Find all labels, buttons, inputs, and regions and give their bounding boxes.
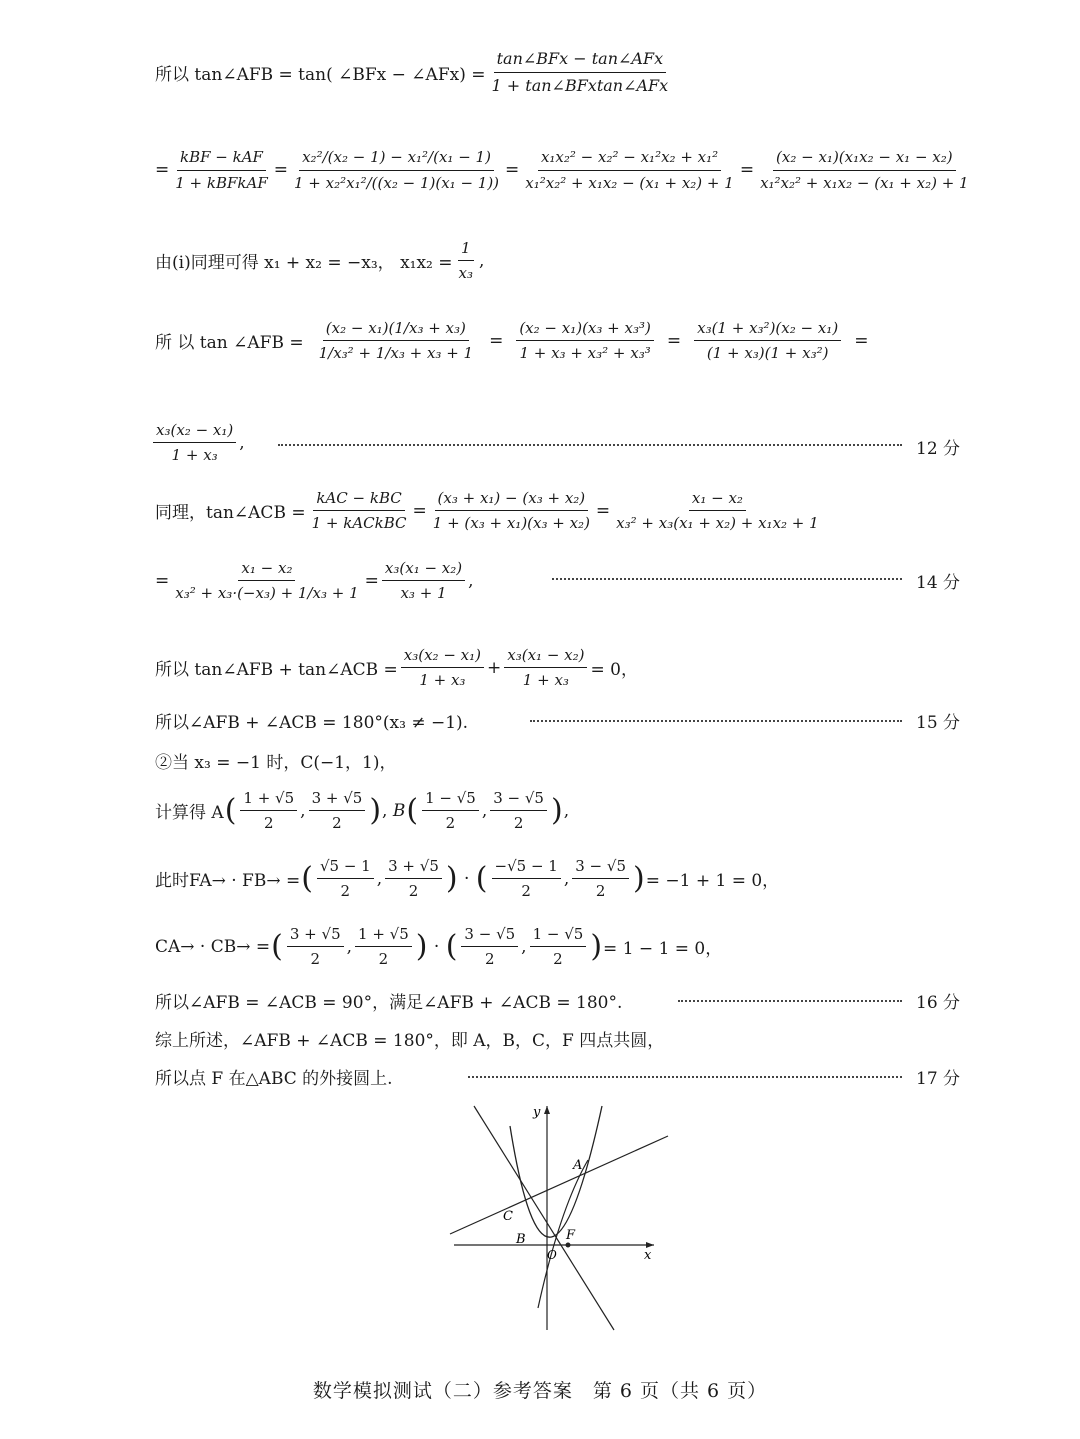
dots-12	[278, 444, 902, 446]
l6-frac-c: $\frac{\text{x₁ − x₂}}{\text{x₃² + x₃(x₁ + x₂) + x₁x₂ + 1}}$	[616, 489, 819, 533]
line-2: = $\frac{\text{kBF − kAF}}{\text{1 + kBFkAF}}$ = $\frac{\text{x₂²/(x₂ − 1) − x₁²/(x₁ − 1)}}{\text{1 + x₂²x₁²/((x₂ − 1)(x₁ − 1))}}$ = $\frac{\text{x₁x₂² − x₂² − x₁²x₂ + x₁²}}{\text{x₁²x₂² + x₁x₂ − (x₁ + x₂) + 1}}$ = $\frac{\text{(x₂ − x₁)(x₁x₂ − x₁ − x₂)}}{\text{x₁²x₂² + x₁x₂ − (x₁ + x₂) + 1}}$	[155, 120, 1080, 220]
l7-frac-b: $\frac{\text{x₃(x₁ − x₂)}}{\text{x₃ + 1}}$	[382, 558, 465, 604]
l6-frac-b: $\frac{\text{(x₃ + x₁) − (x₃ + x₂)}}{\text{1 + (x₃ + x₁)(x₃ + x₂)}}$	[432, 489, 590, 533]
l11-b1: $\frac{1 - √5}{2}$	[422, 788, 479, 834]
tangent-b	[474, 1106, 614, 1330]
l13-b2: $\frac{1 - √5}{2}$	[530, 924, 587, 970]
l5-fraction: $\frac{\text{x₃(x₂ − x₁)}}{\text{1 + x₃}}$	[153, 420, 236, 466]
l13-a1: $\frac{3 + √5}{2}$	[287, 924, 344, 970]
line-1	[155, 48, 1080, 96]
line-4: 所 以 tan ∠AFB = $\frac{\text{(x₂ − x₁)(1/x₃ + x₃)}}{\text{1/x₃² + 1/x₃ + x₃ + 1}}$ = $\frac{\text{(x₂ − x₁)(x₃ + x₃³)}}{\text{1 + x₃ + x₃² + x₃³}}$ = $\frac{\text{x₃(1 + x₃²)(x₂ − x₁)}}{\text{(1 + x₃)(1 + x₃²)}}$ =	[155, 319, 869, 363]
label-c: C	[503, 1209, 513, 1224]
line-8: 所以 tan∠AFB + tan∠ACB = $\frac{\text{x₃(x₂ − x₁)}}{\text{1 + x₃}}$ + $\frac{\text{x₃(x₁ − x₂)}}{\text{1 + x₃}}$ = 0，	[155, 646, 638, 690]
label-a: A	[573, 1158, 583, 1173]
line-12: 此时FA→ · FB→ = ( $\frac{√5 - 1}{2}$ , $\frac{3 + √5}{2}$ ) · ( $\frac{-√5 - 1}{2}$ , $\frac{3 - √5}{2}$ ) = −1 + 1 = 0，	[155, 857, 780, 901]
line-15: 综上所述，∠AFB + ∠ACB = 180°，即 A，B，C，F 四点共圆，	[155, 1031, 665, 1051]
l8-frac-a: $\frac{\text{x₃(x₂ − x₁)}}{\text{1 + x₃}}$	[401, 645, 484, 691]
l6-frac-a: $\frac{\text{kAC − kBC}}{\text{1 + kACkBC}}$	[311, 489, 407, 533]
y-axis-arrow	[544, 1106, 550, 1114]
l8-frac-b: $\frac{\text{x₃(x₁ − x₂)}}{\text{1 + x₃}}$	[504, 645, 587, 691]
score-17: 17 分	[916, 1069, 961, 1089]
line-5: $\frac{\text{x₃(x₂ − x₁)}}{\text{1 + x₃}}$ ,	[150, 420, 1080, 466]
l2-frac-d: $\frac{\text{(x₂ − x₁)(x₁x₂ − x₁ − x₂)}}{\text{x₁²x₂² + x₁x₂ − (x₁ + x₂) + 1}}$	[760, 148, 969, 192]
l4-frac-c: $\frac{\text{x₃(1 + x₃²)(x₂ − x₁)}}{\text{(1 + x₃)(1 + x₃²)}}$	[694, 318, 841, 364]
l1-text: 所以 tan∠AFB = tan( ∠BFx − ∠AFx) =	[155, 64, 486, 85]
l4-frac-a: $\frac{\text{(x₂ − x₁)(1/x₃ + x₃)}}{\text{1/x₃² + 1/x₃ + x₃ + 1}}$	[318, 319, 474, 363]
line-6: 同理，tan∠ACB = $\frac{\text{kAC − kBC}}{\text{1 + kACkBC}}$ = $\frac{\text{(x₃ + x₁) − (x₃ + x₂)}}{\text{1 + (x₃ + x₁)(x₃ + x₂)}}$ = $\frac{\text{x₁ − x₂}}{\text{x₃² + x₃(x₁ + x₂) + x₁x₂ + 1}}$	[155, 488, 1080, 534]
l12-b2: $\frac{3 - √5}{2}$	[572, 856, 629, 902]
dots-16	[678, 1000, 902, 1002]
score-12: 12 分	[916, 439, 961, 459]
l2-frac-b: $\frac{\text{x₂²/(x₂ − 1) − x₁²/(x₁ − 1)}}{\text{1 + x₂²x₁²/((x₂ − 1)(x₁ − 1))}}$	[294, 148, 500, 192]
line-3: 由(i)同理可得 x₁ + x₂ = −x₃， x₁x₂ = $\frac{1}{\text{x₃}}$ ,	[155, 239, 485, 283]
line-11: 计算得 A ( $\frac{1 + √5}{2}$ , $\frac{3 + √5}{2}$ ) , B ( $\frac{1 - √5}{2}$ , $\frac{3 - √5}{2}$ ) ,	[155, 789, 570, 833]
y-label: y	[533, 1105, 541, 1120]
l1-fraction: $\frac{\text{tan∠BFx − tan∠AFx}}{\text{1 + tan∠BFxtan∠AFx}}$	[491, 49, 669, 95]
dots-14	[552, 578, 902, 580]
page-footer: 数学模拟测试（二）参考答案 第 6 页（共 6 页）	[312, 1380, 768, 1402]
label-b: B	[516, 1232, 526, 1247]
l7-frac-a: $\frac{\text{x₁ − x₂}}{\text{x₃² + x₃·(−x₃) + 1/x₃ + 1}}$	[175, 559, 359, 603]
l3-fraction: $\frac{1}{\text{x₃}}$	[458, 239, 474, 283]
line-16: 所以点 F 在△ABC 的外接圆上.	[155, 1069, 393, 1089]
line-10: ②当 x₃ = −1 时，C(−1，1)，	[155, 753, 397, 773]
l12-b1: $\frac{-√5 - 1}{2}$	[492, 856, 561, 902]
tangent-a	[538, 1160, 588, 1308]
line-ab	[450, 1136, 668, 1234]
line-14: 所以∠AFB = ∠ACB = 90°，满足∠AFB + ∠ACB = 180°.	[155, 993, 623, 1013]
label-o: O	[547, 1248, 557, 1262]
score-14: 14 分	[916, 573, 961, 593]
dots-17	[468, 1076, 902, 1078]
l2-frac-a: $\frac{\text{kBF − kAF}}{\text{1 + kBFkAF}}$	[175, 148, 268, 192]
l11-b2: $\frac{3 - √5}{2}$	[490, 788, 547, 834]
score-15: 15 分	[916, 713, 961, 733]
l12-a1: $\frac{√5 - 1}{2}$	[317, 856, 374, 902]
l11-a1: $\frac{1 + √5}{2}$	[240, 788, 297, 834]
parabola-graph	[440, 1098, 680, 1338]
l12-a2: $\frac{3 + √5}{2}$	[385, 856, 442, 902]
focus-dot	[566, 1243, 571, 1248]
l11-a2: $\frac{3 + √5}{2}$	[309, 788, 366, 834]
line-13: CA→ · CB→ = ( $\frac{3 + √5}{2}$ , $\frac{1 + √5}{2}$ ) · ( $\frac{3 - √5}{2}$ , $\frac{1 - √5}{2}$ ) = 1 − 1 = 0，	[155, 925, 723, 969]
line-7: = $\frac{\text{x₁ − x₂}}{\text{x₃² + x₃·(−x₃) + 1/x₃ + 1}}$ = $\frac{\text{x₃(x₁ − x₂)}}{\text{x₃ + 1}}$ ,	[155, 559, 474, 603]
l4-frac-b: $\frac{\text{(x₂ − x₁)(x₃ + x₃³)}}{\text{1 + x₃ + x₃² + x₃³}}$	[516, 318, 654, 364]
line-9: 所以∠AFB + ∠ACB = 180°(x₃ ≠ −1).	[155, 713, 469, 733]
label-f: F	[566, 1228, 576, 1243]
dots-15	[530, 720, 902, 722]
x-label: x	[644, 1248, 652, 1263]
l13-b1: $\frac{3 - √5}{2}$	[461, 924, 518, 970]
l13-a2: $\frac{1 + √5}{2}$	[355, 924, 412, 970]
score-16: 16 分	[916, 993, 961, 1013]
l2-frac-c: $\frac{\text{x₁x₂² − x₂² − x₁²x₂ + x₁²}}{\text{x₁²x₂² + x₁x₂ − (x₁ + x₂) + 1}}$	[525, 148, 734, 192]
